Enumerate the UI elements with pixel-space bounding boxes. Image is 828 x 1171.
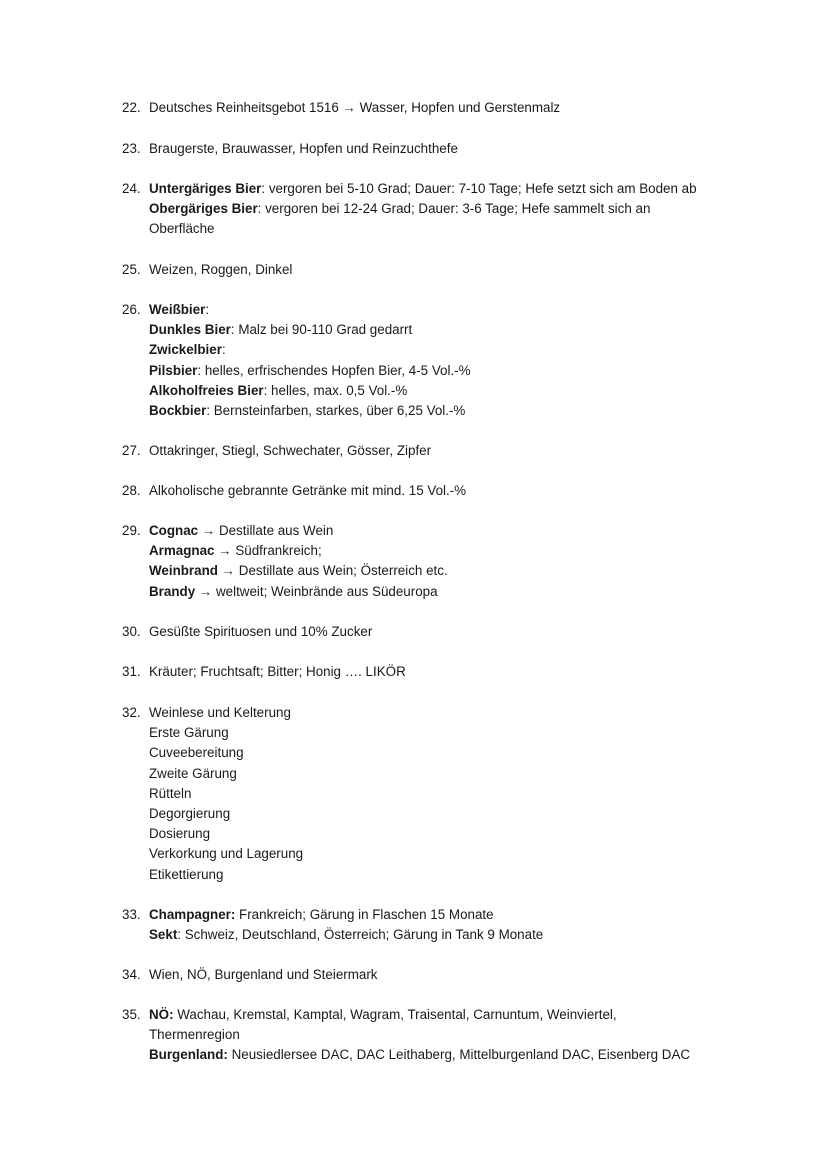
item-number: 32. [122, 705, 141, 720]
answer-34 [122, 965, 762, 985]
answer-30 [122, 622, 762, 642]
item-term: Bockbier [149, 403, 207, 419]
item-text: Alkoholische gebrannte Getränke mit mind. 15 Vol.-% [149, 483, 467, 498]
item-text: Gesüßte Spirituosen und 10% Zucker [149, 624, 373, 639]
item-text: Wachau, Kremstal, Kamptal, Wagram, Traisental, Carnuntum, Weinviertel, [173, 1007, 617, 1022]
item-number: 33. [122, 907, 141, 922]
item-text: → Destillate aus Wein; Österreich etc. [217, 563, 448, 579]
item-number: 30. [122, 624, 141, 639]
item-text: : [205, 302, 210, 317]
answer-25 [122, 260, 762, 280]
item-term: Obergäriges Bier [149, 201, 258, 217]
answer-29 [122, 521, 762, 602]
answer-23 [122, 139, 762, 159]
item-line [149, 361, 762, 381]
item-number: 35. [122, 1007, 141, 1022]
item-line [149, 320, 762, 340]
item-term: NÖ: [149, 1007, 174, 1022]
item-text: : [221, 342, 226, 358]
item-line [149, 441, 762, 461]
item-line [149, 219, 762, 239]
item-number: 31. [122, 664, 141, 679]
item-number: 22. [122, 100, 141, 115]
item-term: Burgenland: [149, 1047, 228, 1063]
item-text: : helles, max. 0,5 Vol.-% [263, 382, 408, 398]
item-line [149, 199, 762, 219]
answer-35 [122, 1005, 762, 1066]
item-number: 25. [122, 262, 141, 277]
item-term: Dunkles Bier [149, 322, 231, 338]
item-text: : vergoren bei 12-24 Grad; Dauer: 3-6 Tage; Hefe sammelt sich an [257, 201, 651, 217]
item-line [149, 622, 762, 642]
answer-33 [122, 905, 762, 945]
item-term: Untergäriges Bier [149, 181, 262, 196]
item-text: : Malz bei 90-110 Grad gedarrt [230, 322, 413, 338]
item-text: Zweite Gärung [149, 765, 237, 781]
item-text: Oberfläche [149, 221, 215, 237]
item-text: Erste Gärung [149, 725, 229, 741]
item-line [149, 340, 762, 360]
item-line [149, 804, 762, 824]
item-term: Weinbrand [149, 563, 218, 579]
item-text: Rütteln [149, 785, 192, 801]
item-line [149, 521, 762, 541]
item-text: → Destillate aus Wein [198, 523, 334, 538]
item-text: Dosierung [149, 826, 211, 842]
item-term: Brandy [149, 583, 196, 599]
item-text: Neusiedlersee DAC, DAC Leithaberg, Mittelburgenland DAC, Eisenberg DAC [227, 1047, 691, 1063]
item-line [149, 865, 762, 885]
item-line [149, 703, 762, 723]
item-text: Weinlese und Kelterung [149, 705, 291, 720]
item-number: 24. [122, 181, 141, 196]
item-line [149, 925, 762, 945]
item-line [149, 300, 762, 320]
item-text: Ottakringer, Stiegl, Schwechater, Gösser, Zipfer [149, 443, 432, 458]
item-line [149, 965, 762, 985]
item-text: Thermenregion [149, 1027, 240, 1043]
item-text: Etikettierung [149, 866, 224, 882]
item-text: Frankreich; Gärung in Flaschen 15 Monate [235, 907, 494, 922]
item-text: → Südfrankreich; [214, 543, 322, 559]
item-line [149, 764, 762, 784]
answer-24 [122, 179, 762, 240]
item-number: 34. [122, 967, 141, 982]
item-text: Wien, NÖ, Burgenland und Steiermark [149, 967, 378, 982]
item-line [149, 139, 762, 159]
item-text: Deutsches Reinheitsgebot 1516 → Wasser, Hopfen und Gerstenmalz [149, 100, 561, 115]
item-line [149, 98, 762, 118]
item-line [149, 723, 762, 743]
answer-26 [122, 300, 762, 421]
item-term: Alkoholfreies Bier [149, 382, 264, 398]
item-number: 27. [122, 443, 141, 458]
item-term: Armagnac [149, 543, 215, 559]
item-text: Kräuter; Fruchtsaft; Bitter; Honig …. LIKÖR [149, 664, 406, 679]
item-term: Sekt [149, 927, 178, 943]
item-term: Weißbier [149, 302, 206, 317]
item-text: : helles, erfrischendes Hopfen Bier, 4-5 Vol.-% [197, 362, 471, 378]
item-number: 29. [122, 523, 141, 538]
item-number: 23. [122, 141, 141, 156]
item-text: Braugerste, Brauwasser, Hopfen und Reinzuchthefe [149, 141, 458, 156]
item-text: Weizen, Roggen, Dinkel [149, 262, 293, 277]
item-text: : vergoren bei 5-10 Grad; Dauer: 7-10 Tage; Hefe setzt sich am Boden ab [261, 181, 697, 196]
item-text: : Bernsteinfarben, starkes, über 6,25 Vol.-% [206, 403, 466, 419]
answer-27 [122, 441, 762, 461]
item-line [149, 582, 762, 602]
item-line [149, 844, 762, 864]
item-line [149, 401, 762, 421]
item-line [149, 824, 762, 844]
item-text: Cuveebereitung [149, 745, 244, 761]
item-line [149, 1005, 762, 1025]
item-text: Degorgierung [149, 806, 231, 822]
answer-31 [122, 662, 762, 682]
answer-22 [122, 98, 762, 118]
answer-28 [122, 481, 762, 501]
item-text: → weltweit; Weinbrände aus Südeuropa [195, 583, 438, 599]
item-number: 26. [122, 302, 141, 317]
item-line [149, 905, 762, 925]
item-line [149, 743, 762, 763]
answer-32 [122, 703, 762, 885]
item-text: : Schweiz, Deutschland, Österreich; Gärung in Tank 9 Monate [177, 927, 544, 943]
item-line [149, 1025, 762, 1045]
item-line [149, 481, 762, 501]
item-term: Pilsbier [149, 362, 198, 378]
item-line [149, 179, 762, 199]
item-line [149, 1045, 762, 1065]
item-line [149, 381, 762, 401]
item-line [149, 561, 762, 581]
item-term: Champagner: [149, 907, 236, 922]
item-line [149, 260, 762, 280]
item-line [149, 541, 762, 561]
item-text: Verkorkung und Lagerung [149, 846, 304, 862]
item-term: Zwickelbier [149, 342, 222, 358]
item-term: Cognac [149, 523, 199, 538]
item-line [149, 784, 762, 804]
item-line [149, 662, 762, 682]
item-number: 28. [122, 483, 141, 498]
